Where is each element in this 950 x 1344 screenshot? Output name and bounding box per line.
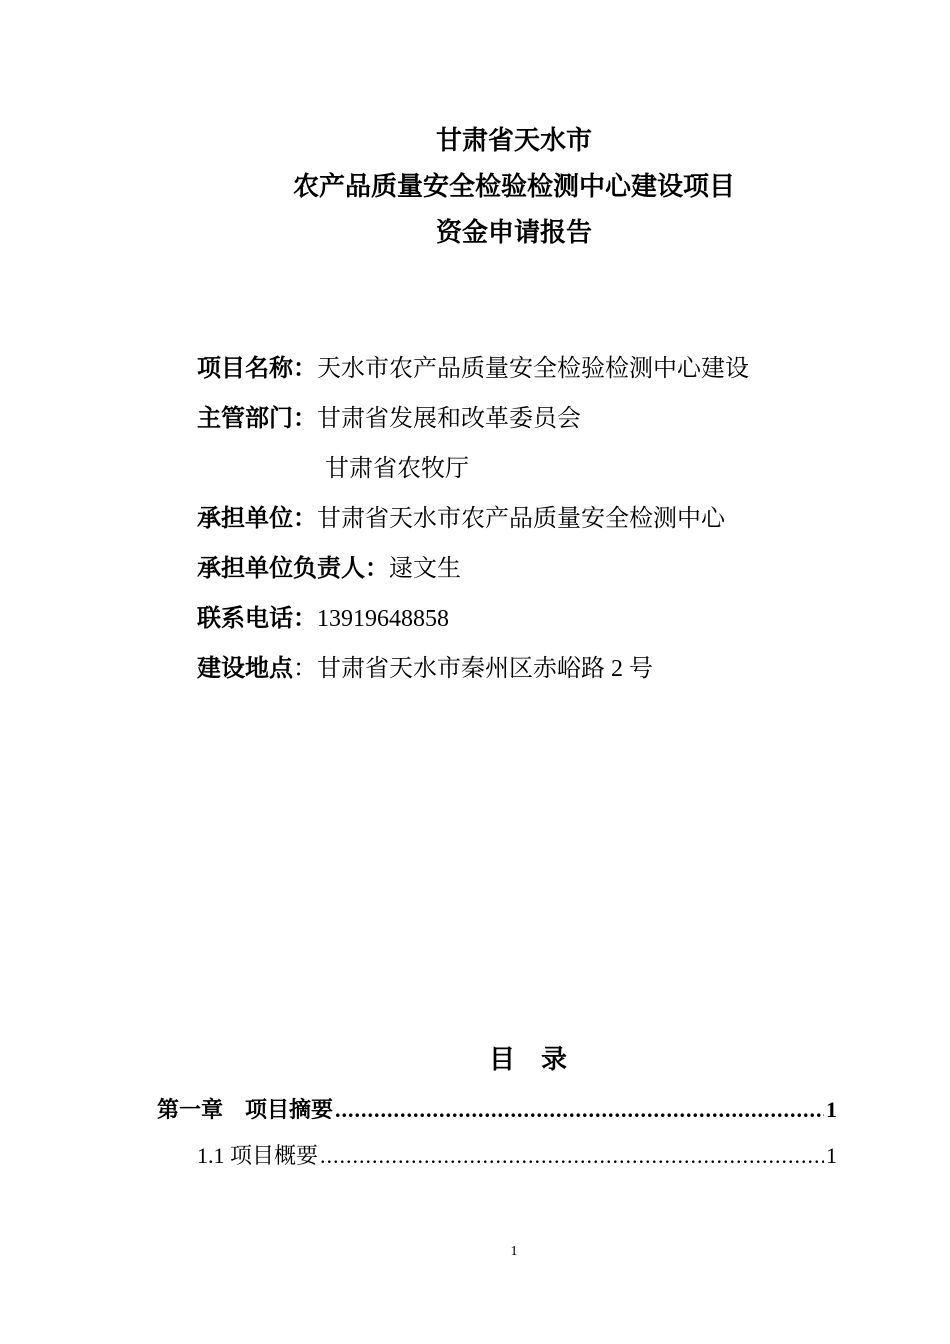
toc-entry-text: 第一章 项目摘要 (157, 1097, 334, 1122)
responsible-value: 逯文生 (389, 556, 461, 582)
location-colon: ： (293, 656, 317, 682)
toc-heading: 目 录 (488, 1045, 567, 1074)
toc-dot-leader (335, 1092, 824, 1128)
toc-dot-leader (320, 1138, 824, 1174)
responsible-label: 承担单位负责人： (197, 556, 389, 582)
undertaker-value: 甘肃省天水市农产品质量安全检测中心 (317, 506, 725, 532)
location-value: 甘肃省天水市秦州区赤峪路 2 号 (317, 656, 653, 682)
phone-label: 联系电话： (197, 606, 317, 632)
info-row-phone (197, 594, 749, 644)
page-number: 1 (510, 1244, 518, 1259)
info-row-location (197, 644, 749, 694)
department-value: 甘肃省发展和改革委员会 (317, 406, 581, 432)
info-row-project-name (197, 344, 749, 394)
project-name-value: 天水市农产品质量安全检验检测中心建设 (317, 356, 749, 382)
info-row-responsible (197, 544, 749, 594)
department-value-2: 甘肃省农牧厅 (325, 456, 469, 482)
toc-entry-section-1-1[interactable] (197, 1138, 837, 1174)
title-line-2: 农产品质量安全检验检测中心建设项目 (292, 172, 735, 202)
document-title (0, 118, 950, 256)
project-name-label: 项目名称： (197, 356, 317, 382)
phone-value: 13919648858 (317, 606, 449, 632)
toc-entry-chapter-1[interactable] (157, 1092, 837, 1128)
project-info (197, 344, 749, 694)
info-row-department (197, 394, 749, 444)
toc-entry-page: 1 (826, 1097, 837, 1122)
toc-entry-text: 1.1 项目概要 (197, 1143, 319, 1168)
location-label: 建设地点 (197, 656, 293, 682)
toc-entry-page: 1 (826, 1143, 837, 1168)
info-row-undertaker (197, 494, 749, 544)
info-row-department-2 (197, 444, 749, 494)
undertaker-label: 承担单位： (197, 506, 317, 532)
title-line-3: 资金申请报告 (435, 218, 592, 248)
title-line-1: 甘肃省天水市 (435, 126, 592, 156)
department-label: 主管部门： (197, 406, 317, 432)
